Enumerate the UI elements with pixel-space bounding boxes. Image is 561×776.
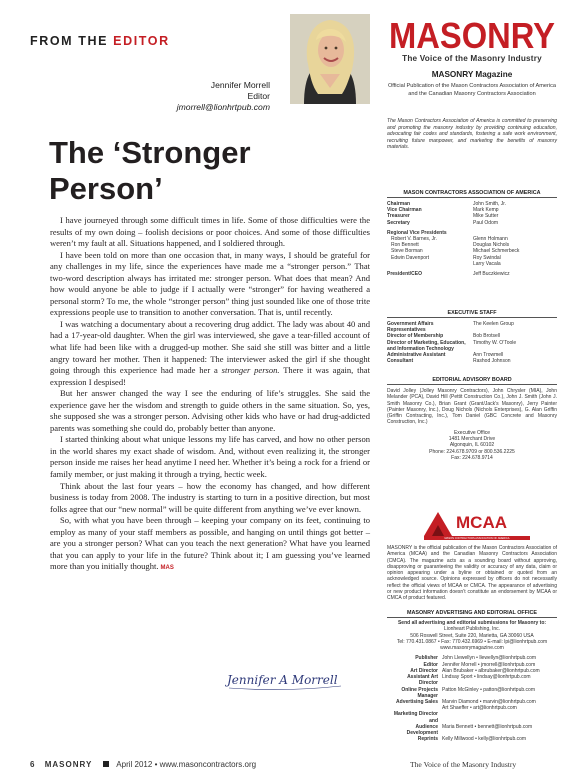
bullet-separator: • <box>154 760 160 769</box>
staff-row: Government Affairs Representatives The Keelen Group <box>387 321 514 334</box>
staff-directory-row: Art Director Alan Brubaker • albrubaker@lionhrtpub.com <box>410 667 540 674</box>
advertising-contact: Send all advertising and editorial submissions for Masonry to: Lionheart Publishing, Inc. 506 Roswell Street, Suite 220, Marietta, GA 30060 USA Tel: 770.431.0867 • Fax: 770.432.6969 • E-mail: lpi@lionhrtpub.com www.masonrymagazine.com <box>387 620 557 651</box>
article-body <box>50 215 370 575</box>
footer-url[interactable]: www.masoncontractors.org <box>159 760 257 769</box>
staff-directory <box>387 655 557 742</box>
masthead-tagline: The Voice of the Masonry Industry <box>402 54 542 63</box>
staff-block <box>387 310 557 364</box>
staff-directory-row: Marketing Director and <box>393 711 438 724</box>
staff-row: Consultant Rashod Johnson <box>387 358 511 365</box>
body-emphasis: stronger person. <box>221 365 280 376</box>
officer-list <box>387 201 557 277</box>
mcaa-logo-subtext: MASON CONTRACTORS ASSOCIATION OF AMERICA <box>444 537 510 540</box>
president-row: President/CEO Jeff Buczkiewicz <box>387 271 510 278</box>
staff-directory-row: Online Projects Manager Patton McGinley • patton@lionhrtpub.com <box>401 686 535 699</box>
section-label-accent: EDITOR <box>113 34 170 48</box>
mcaa-logo-text: MCAA <box>456 513 507 532</box>
square-icon <box>103 761 109 767</box>
editor-photo <box>290 14 370 104</box>
officer-row: Vice Chairman Mark Kemp <box>387 207 499 214</box>
advisory-board-text: David Jolley (Jolley Masonry Contractors), John Chrysler (MIA), John Melander (PCA), David Hill (Pettit Construction Co.), John J. Smith (John J. Smith Masonry Co.), Brian Grant (Grant/Jack’s Masonry), Jerry Painter (Painter Masonry, Inc.), Doug Nichols (Nichols Enterprises), G. Alan Griffin (Griffin Contracting, Inc.), Tom Daniel (GBC Concrete and Masonry Construction, Inc.) <box>387 388 557 426</box>
staff-directory-row: Audience Development Maria Bennett • bennett@lionhrtpub.com <box>406 723 533 736</box>
body-paragraph: But her answer changed the way I see the enduring of life’s struggles. She said the experience gave her the wisdom and strength to guide others in the same situation. So, yes, she supposed she was a stronger person. Advising other kids who have or had drug-addicted parents was something she could do, probably better than anyone. <box>50 388 370 433</box>
editor-signature <box>225 666 345 692</box>
disclaimer: MASONRY is the official publication of the Mason Contractors Association of America (MCAA) and the Canadian Masonry Contractors Association (CMCA). The magazine acts as a sounding board without approving, disapproving or guaranteeing the validity or accuracy of any data, claim or opinion appearing under a byline or obtained or quoted from an acknowledged source. Opinions expressed by officers do not necessarily reflect the official views of MCAA or CMCA. The appearance of advertising or new product information doesn’t constitute an endorsement by MCAA or CMCA of product featured. <box>387 545 557 602</box>
masthead-column <box>382 0 561 776</box>
section-heading: EDITORIAL ADVISORY BOARD <box>387 377 557 385</box>
staff-row: Director of Membership Bob Brotsell <box>387 333 500 340</box>
footer-date: April 2012 <box>116 760 153 769</box>
page-footer <box>30 760 360 769</box>
section-header <box>30 34 170 48</box>
staff-directory-row: Publisher John Llewellyn • llewellyn@lionhrtpub.com <box>415 655 537 662</box>
body-paragraph: I started thinking about what unique lessons my life has carved, and how no other person in the world shares my exact shade of wisdom. And, without even realizing it, the stronger person inside me raises her head anytime I need her. Whether it’s being a rock for a friend or family member, or just making it through a trying, hectic week. <box>50 434 370 480</box>
rvp-row: Steve Borman Michael Schmerbeck <box>391 248 520 255</box>
body-text: So, with what you have been through – keeping your company on its feet, continuing to employ as many of your staff members as possible, and hanging on until things got better – are you a stronger person? What can you teach the next generation? What have you learned that you can apply to your life in the future? Think about it; I am guessing you’ve learned more than you initially thought. <box>50 515 370 572</box>
body-paragraph: Think about the last four years – how the economy has changed, and how different business is today from 2008. The industry is starting to turn in a positive direction, but most folks agree that our “new normal” will be quite different from anything we’ve ever known. <box>50 480 370 514</box>
mcaa-logo <box>422 508 532 540</box>
signature-text: Jennifer A Morrell <box>227 673 338 687</box>
officer-row: Treasurer Mike Sutter <box>387 213 499 220</box>
masthead-title: MASONRY Magazine <box>431 70 513 79</box>
publication-note: Official Publication of the Mason Contractors Association of America and the Canadian Masonry Contractors Association <box>387 83 557 97</box>
mission-statement: The Mason Contractors Association of America is committed to preserving and promoting the masonry industry by providing continuing education, advocating fair codes and standards, fostering a safe work environment, recruiting future manpower, and marketing the benefits of masonry materials. <box>387 118 557 150</box>
rvp-heading: Regional Vice Presidents <box>387 229 447 236</box>
section-heading: MASONRY ADVERTISING AND EDITORIAL OFFICE <box>387 610 557 618</box>
section-heading: MASON CONTRACTORS ASSOCIATION OF AMERICA <box>387 190 557 198</box>
section-heading: EXECUTIVE STAFF <box>387 310 557 318</box>
body-paragraph: I have journeyed through some difficult times in life. Some of those difficulties were the results of my own doing – foolish decisions or poor choices. And some of those difficulties weren’t my fault at all. Situations happened, and I soldiered through. <box>50 215 370 249</box>
staff-row: Administrative Assistant Ann Trowmell <box>387 352 504 359</box>
staff-directory-row: Art Shaeffer • art@lionhrtpub.com <box>442 705 517 712</box>
staff-directory-row: Reprints Kelly Millwood • kelly@lionhrtpub.com <box>417 736 527 743</box>
staff-row: Director of Marketing, Education, and Information Technology Timothy W. O’Toole <box>387 339 517 352</box>
editor-name: Jennifer Morrell <box>210 80 270 90</box>
body-paragraph <box>50 515 370 575</box>
staff-list <box>387 321 557 364</box>
headline-line-2: Person’ <box>49 171 163 206</box>
officers-block <box>387 190 557 277</box>
advisory-board-block <box>387 377 557 461</box>
officer-row: Secretary Paul Odom <box>387 219 499 226</box>
officer-row: Chairman John Smith, Jr. <box>387 201 507 207</box>
rvp-row: Robert V. Barnes, Jr. Glenn Holmann <box>391 236 508 243</box>
body-paragraph <box>50 319 370 388</box>
executive-office: Executive Office 1481 Merchant Drive Algonquin, IL 60102 Phone: 224.678.9709 or 800.536.2225 Fax: 224.678.9714 <box>429 429 515 461</box>
logo-text: MASONRY <box>389 16 555 52</box>
body-text: I was watching a documentary about a recovering drug addict. The lady was about 40 and had a 17-year-old daughter. When the girl was interviewed, she gave a tear-filled account of what life had been like with a drugged-up mother. She said she still was bitter and a little angry toward her mother. Then it happened: The interviewer asked the girl if she thought going through this experience had made her a <box>50 318 370 376</box>
section-label: FROM THE <box>30 34 109 48</box>
magazine-website[interactable]: www.masonrymagazine.com <box>440 645 504 652</box>
footer-tagline: The Voice of the Masonry Industry <box>410 760 517 769</box>
advertising-office-block <box>387 610 557 742</box>
end-mark: MAS <box>160 565 174 572</box>
headline-line-1: The ‘Stronger <box>49 135 251 170</box>
editor-byline <box>177 80 270 113</box>
body-text: There it was again, that expression I despised! <box>50 365 370 387</box>
article-headline <box>49 135 251 207</box>
page-number: 6 <box>30 760 35 769</box>
editor-role: Editor <box>247 91 270 101</box>
editor-email[interactable]: jmorrell@lionhrtpub.com <box>176 102 270 112</box>
staff-directory-row: Assistant Art Director Lindsay Sport • lindsay@lionhrtpub.com <box>407 674 531 687</box>
rvp-row: Larry Vacala <box>473 260 501 267</box>
rvp-row: Edwin Davenport Roy Swindal <box>391 254 501 261</box>
footer-magazine: MASONRY <box>44 760 93 769</box>
staff-directory-row: Editor Jennifer Morrell • jmorrell@lionhrtpub.com <box>423 661 536 668</box>
body-paragraph: I have been told on more than one occasion that, in many ways, I should be grateful for any challenges in my life, since the experiences have made me a “stronger person.” That two-word description always has irritated me: stronger person. What does that mean? And how would anyone be able to judge if I actually were “stronger” for having weathered a personal storm? To me, the whole “stronger person” thing just sounded like one of those trite expressions people use to transition to another conversation. That is, until recently. <box>50 249 370 318</box>
staff-directory-row: Advertising Sales Marvin Diamond • marvin@lionhrtpub.com <box>396 698 536 705</box>
masonry-logo <box>387 16 557 52</box>
rvp-row: Ron Bennett Douglas Nichols <box>391 242 510 249</box>
